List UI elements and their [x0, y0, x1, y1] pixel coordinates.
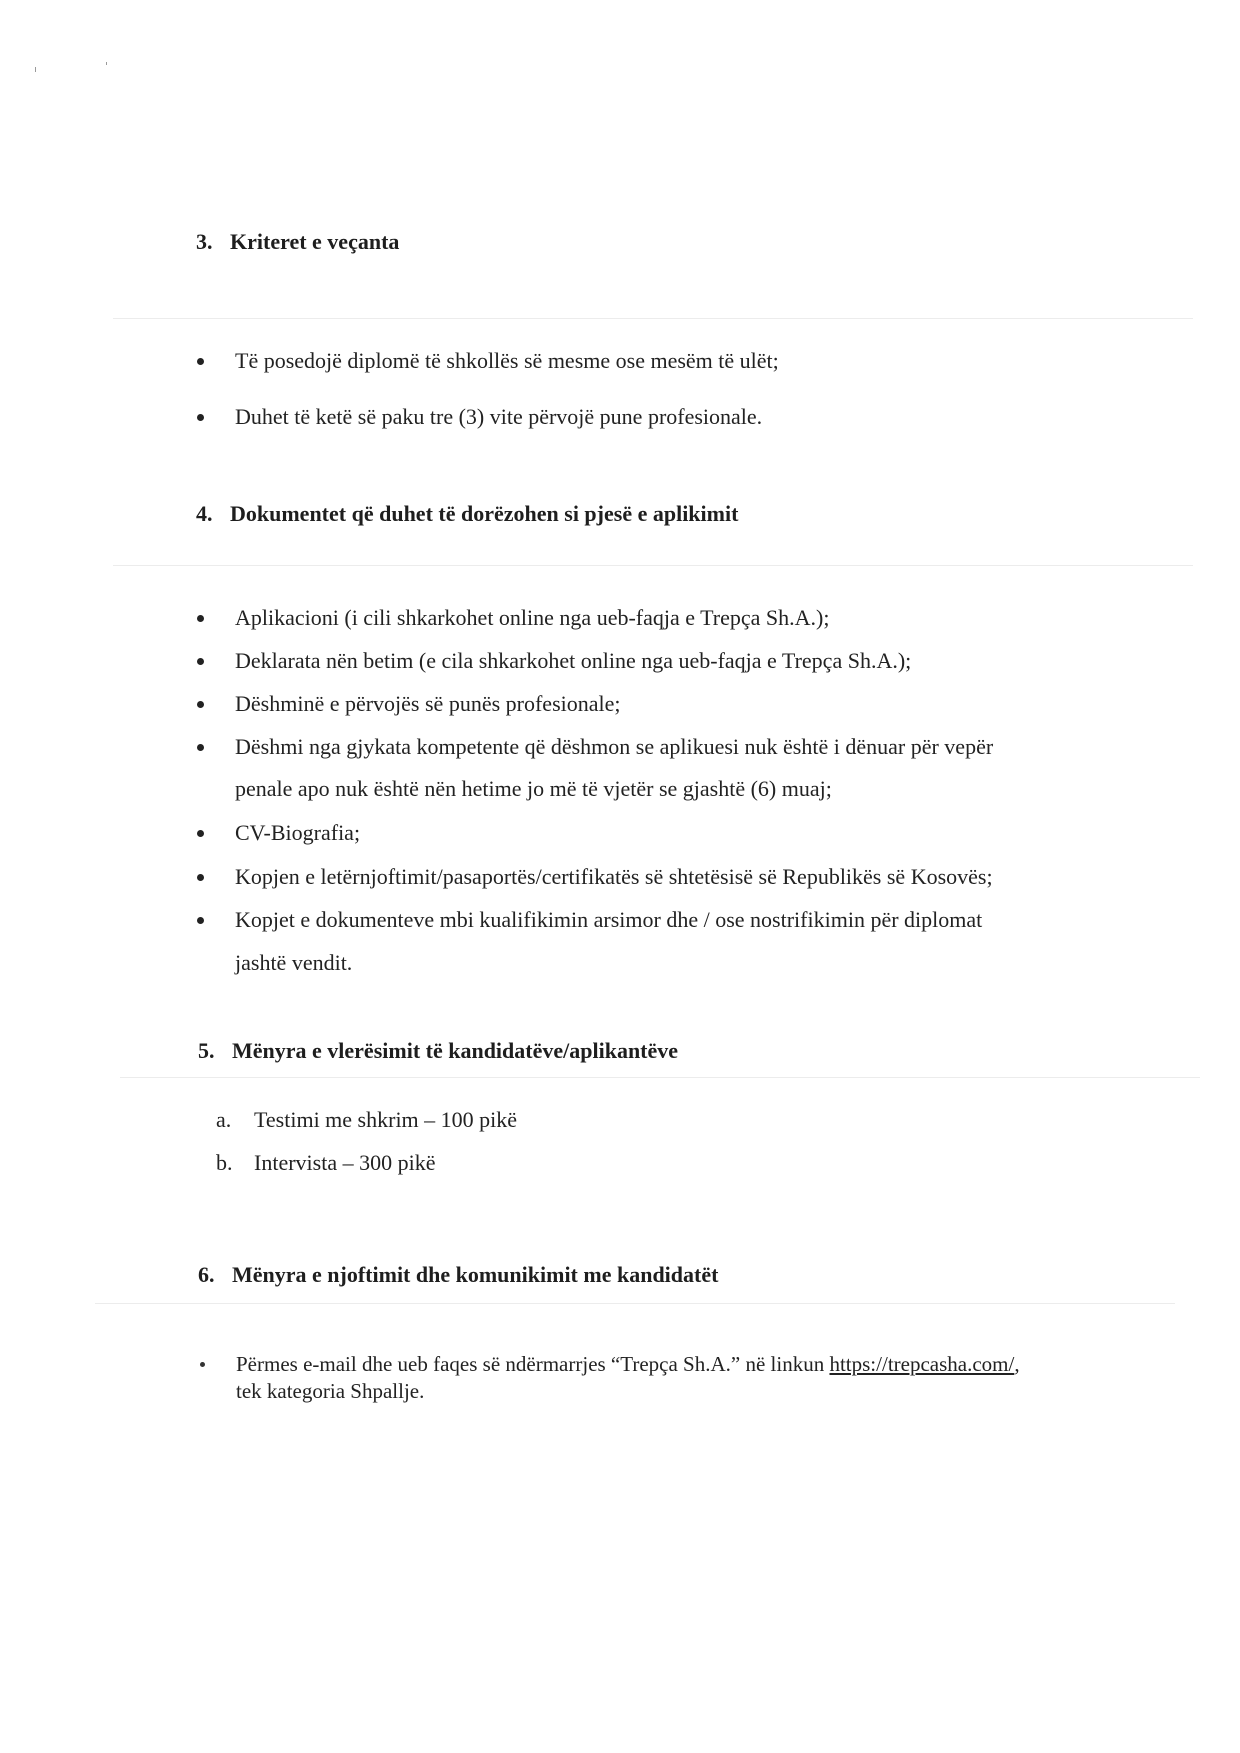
section-title: Mënyra e vlerësimit të kandidatëve/aplikantëve — [232, 1038, 679, 1063]
scan-speck — [106, 62, 107, 65]
section-3-heading — [196, 229, 399, 255]
bullet-icon — [197, 744, 204, 751]
section-number: 6. — [198, 1262, 215, 1287]
list-letter: b. — [216, 1150, 233, 1175]
bullet-icon — [197, 658, 204, 665]
section-number: 5. — [198, 1038, 215, 1063]
section-number: 3. — [196, 229, 213, 254]
document-page: 3. Kriteret e veçanta Të posedojë diplomë të shkollës së mesme ose mesëm të ulët; Duhet të ketë së paku tre (3) vite përvojë pune profesionale. 4. Dokumentet që duhet të dorëzohen si pjesë e aplikimit Aplikacioni (i cili shkarkohet online nga ueb-faqja e Trepça Sh.A.); Deklarata nën betim (e cila shkarkohet online nga ueb-faqja e Trepça Sh.A.); Dëshminë e përvojës së punës profesionale; Dëshmi nga gjykata kompetente që dëshmon se aplikuesi nuk është i dënuar për vepër penale apo nuk është nën hetime jo më të vjetër se gjashtë (6) muaj; CV-Biografia; Kopjen e letërnjoftimit/pasaportës/certifikatës së shtetësisë së Republikës së Kosovës; Kopjet e dokumenteve mbi kualifikimin arsimor dhe / ose nostrifikimin për diplomat jashtë vendit. 5. Mënyra e vlerësimit të kandidatëve/aplikantëve a. Testimi me shkrim – 100 pikë b. Intervista – 300 pikë 6. Mënyra e njoftimit dhe komunikimit me kandidatët Përmes e-mail dhe ueb faqes së ndërmarrjes “Trepça Sh.A.” në linkun https://trepcasha.com/, tek kategoria Shpallje. — [0, 0, 1240, 1753]
bullet-icon — [197, 874, 204, 881]
section-divider — [95, 1303, 1175, 1304]
bullet-icon — [200, 1362, 205, 1367]
bullet-icon — [197, 830, 204, 837]
section-divider — [120, 1077, 1200, 1078]
list-letter: a. — [216, 1107, 232, 1132]
section-title: Dokumentet që duhet të dorëzohen si pjesë e aplikimit — [230, 501, 739, 526]
section-6-heading — [198, 1262, 718, 1288]
bullet-icon — [197, 615, 204, 622]
bullet-icon — [197, 414, 204, 421]
section-number: 4. — [196, 501, 213, 526]
section-4-heading — [196, 501, 738, 527]
section-5-heading — [198, 1038, 678, 1064]
bullet-icon — [197, 917, 204, 924]
section-divider — [113, 565, 1193, 566]
section-divider — [113, 318, 1193, 319]
bullet-icon — [197, 358, 204, 365]
section-title: Kriteret e veçanta — [230, 229, 400, 254]
website-link[interactable]: https://trepcasha.com/ — [829, 1352, 1015, 1376]
bullet-icon — [197, 701, 204, 708]
section-title: Mënyra e njoftimit dhe komunikimit me kandidatët — [232, 1262, 719, 1287]
scan-speck — [35, 67, 36, 72]
